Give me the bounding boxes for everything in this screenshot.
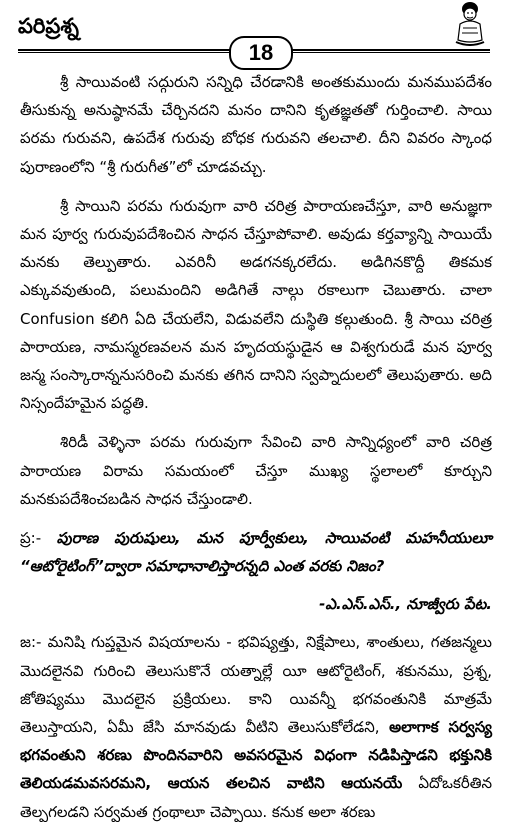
answer-text: మనిషి గుప్తమైన విషయాలను - భవిష్యత్తు, నిక్షేపాలు, శాంతులు, గతజన్మలు మొదలైనవి గురించి తెలుసుకొనే యత్నాల్లే యీ ఆటోరైటింగ్, శకునము, ప్రశ్న, జోతిష్యము మొదలైన ప్రక్రియలు. కాని యివన్నీ భగవంతునికి మాత్రమే తెలుస్తాయని, ఏమీ జేసి మానవుడు వీటిని తెలుసుకోలేడని, <box>20 633 492 737</box>
page-header <box>0 0 520 65</box>
question-block <box>20 524 492 580</box>
question-label: ప్ర:- <box>20 529 42 548</box>
paragraph-1: శ్రీ సాయివంటి సద్గురుని సన్నిధి చేరడానికి అంతకుముందు మనముపదేశం తీసుకున్న అనుష్ఠానమే చేర్చినదని మనం దానిని కృతజ్ఞతతో గుర్తించాలి. సాయి పరమ గురువని, ఉపదేశ గురువు బోధక గురువని తలచాలి. దీని వివరం స్కాంధ పురాణంలోని “శ్రీ గురుగీత”లో చూడవచ్చు. <box>20 73 492 176</box>
page-number-badge <box>229 36 293 70</box>
paragraph-2: శ్రీ సాయిని పరమ గురువుగా వారి చరిత్ర పారాయణచేస్తూ, వారి అనుజ్ఞగా మన పూర్వ గురువుపదేశించిన సాధన చేస్తూపోవాలి. అవుడు కర్తవ్యాన్ని సాయియే మనకు తెల్పుతారు. ఎవరినీ అడగనక్కరలేదు. అడిగినకొద్దీ తికమక ఎక్కువవుతుంది, పలుమందిని అడిగితే నాల్గు రకాలుగా చెబుతారు. చాలా Confusion కలిగి ఏది చేయలేని, విడువలేని దుస్థితి కల్గుతుంది. శ్రీ సాయి చరిత్ర పారాయణ, నామస్మరణవలన మన హృదయస్థుడైన ఆ విశ్వగురుడే మన పూర్వ జన్మ సంస్కారాన్ననుసరించి మనకు తగిన దానిని స్వప్నాదులలో తెలుపుతారు. అది నిస్సందేహమైన పద్ధతి. <box>20 196 492 413</box>
question-text: పురాణ పురుషులు, మన పూర్వీకులు, సాయివంటి మహనీయులూ “ఆటోరైటింగ్”ద్వారా సమాధానాలిస్తారన్నది ఎంత వరకు నిజం? <box>20 529 492 576</box>
page-body <box>20 68 492 836</box>
answer-label: జ:- <box>20 633 42 652</box>
answer-block <box>20 628 492 825</box>
page-number: 18 <box>248 40 274 65</box>
paragraph-3: శిరిడీ వెళ్ళినా పరమ గురువుగా సేవించి వారి సాన్నిధ్యంలో వారి చరిత్ర పారాయణ విరామ సమయంలో చేస్తూ ముఖ్య స్థలాలలో కూర్చుని మనకుపదేశించబడిన సాధన చేస్తుండాలి. <box>20 433 492 508</box>
questioner-signature: -ఎ.ఎస్.ఎస్., నూజ్వీరు పేట. <box>319 595 492 614</box>
answer-text-bold: అలాగాక సర్వస్య భగవంతుని శరణు పొందినవారిని అవసరమైన విధంగా నడిపిస్తాడని భక్తునికి తెలియడమవసరమని, ఆయన తలచిన వాటిని ఆయనయే <box>20 718 492 793</box>
sai-baba-logo-icon <box>452 0 488 48</box>
answer-text-end: ఏదోఒకరీతిన తెల్పగలడని సర్వమత గ్రంథాలూ చెప్పాయి. కనుక అలా శరణు <box>20 774 492 821</box>
book-title: పరిప్రశ్న <box>18 14 79 38</box>
